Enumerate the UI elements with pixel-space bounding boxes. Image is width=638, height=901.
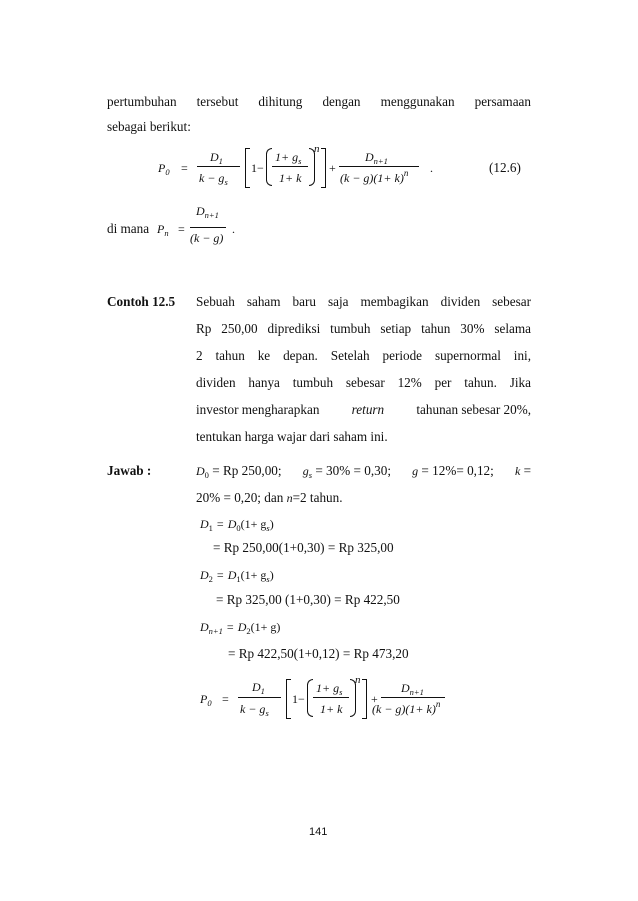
repeat-inner-bar bbox=[313, 697, 349, 698]
repeat-inner-denominator: 1+ k bbox=[320, 702, 343, 716]
jawab-g: g = 12%= 0,12; bbox=[412, 463, 494, 478]
inner-numerator: $1+ g_s$ bbox=[275, 150, 302, 166]
jawab-d0: $D_0 = Rp$ 250,00; bbox=[196, 463, 282, 480]
repeat-inner-numerator: $1+ g_s$ bbox=[316, 681, 343, 697]
jawab-line-2: 20% = 0,20; dan n=2 tahun. bbox=[196, 490, 343, 505]
repeat-left-bracket bbox=[286, 679, 291, 719]
dimana-numerator: $D_{n+1}$ bbox=[196, 204, 219, 220]
frac2-numerator: $D_{n+1}$ bbox=[365, 150, 388, 166]
frac1-numerator: $D_1$ bbox=[210, 150, 223, 166]
repeat-left-paren bbox=[307, 679, 313, 717]
d2-formula: D2 = D1(1+ gs) bbox=[200, 568, 274, 584]
formula-lhs: $P_0$ bbox=[158, 161, 170, 177]
equation-number: (12.6) bbox=[489, 160, 521, 175]
repeat-lhs: $P_0$ bbox=[200, 692, 212, 708]
jawab-label: Jawab : bbox=[107, 463, 152, 478]
formula-end-dot: . bbox=[430, 161, 433, 175]
repeat-eq: = bbox=[222, 692, 229, 706]
repeat-exponent-n: n bbox=[355, 674, 361, 686]
one-minus: 1− bbox=[251, 161, 264, 175]
contoh-line-5-pre: investor mengharapkan bbox=[196, 402, 320, 417]
contoh-line-1: Sebuah saham baru saja membagikan dividen sebesar bbox=[196, 294, 531, 309]
contoh-line-3: 2 tahun ke depan. Setelah periode supernormal ini, bbox=[196, 348, 531, 363]
d2-result: = Rp 325,00 (1+0,30) = Rp 422,50 bbox=[216, 592, 400, 607]
exponent-n: n bbox=[314, 143, 320, 155]
repeat-one-minus: 1− bbox=[292, 692, 305, 706]
repeat-frac2-numerator: $D_{n+1}$ bbox=[401, 681, 424, 697]
frac1-denominator: $k - g_s$ bbox=[199, 171, 228, 187]
dn-result: = Rp 422,50(1+0,12) = Rp 473,20 bbox=[228, 646, 409, 661]
d1-result: = Rp 250,00(1+0,30) = Rp 325,00 bbox=[213, 540, 394, 555]
repeat-frac2-bar bbox=[381, 697, 445, 698]
formula-eq: = bbox=[181, 161, 188, 175]
repeat-plus: + bbox=[371, 692, 378, 706]
repeat-frac1-numerator: $D_1$ bbox=[252, 680, 265, 696]
contoh-label: Contoh 12.5 bbox=[107, 294, 176, 309]
intro-line-2: sebagai berikut: bbox=[107, 119, 191, 134]
jawab-gs: $g_s = 30\% = 0,30$; bbox=[302, 463, 391, 480]
dimana-eq: = bbox=[178, 222, 185, 236]
contoh-line-5-italic: return bbox=[351, 402, 385, 417]
dimana-denominator: (k − g) bbox=[190, 231, 224, 245]
repeat-frac2-denominator: $(k - g)(1+ k)^n$ bbox=[372, 699, 441, 716]
repeat-frac1-bar bbox=[238, 697, 281, 698]
dimana-label: di mana bbox=[107, 221, 150, 236]
dimana-lhs: $P_n$ bbox=[157, 222, 169, 238]
d1-formula: D1 = D0(1+ gs) bbox=[200, 517, 274, 533]
contoh-line-4: dividen hanya tumbuh sebesar 12% per tahun. Jika bbox=[196, 375, 531, 390]
dn-formula: Dn+1 = D2(1+ g) bbox=[200, 620, 281, 636]
dimana-dot: . bbox=[232, 222, 235, 236]
inner-denominator: 1+ k bbox=[279, 171, 302, 185]
repeat-frac1-denominator: $k - g_s$ bbox=[240, 702, 269, 718]
page-number: 141 bbox=[309, 826, 328, 838]
frac2-denominator: $(k - g)(1+ k)^n$ bbox=[340, 168, 409, 185]
formula-plus: + bbox=[329, 161, 336, 175]
contoh-line-6: tentukan harga wajar dari saham ini. bbox=[196, 429, 388, 444]
jawab-k: k = bbox=[514, 463, 531, 478]
intro-line-1: pertumbuhan tersebut dihitung dengan menggunakan persamaan bbox=[107, 94, 531, 109]
contoh-line-2: Rp 250,00 diprediksi tumbuh setiap tahun 30% selama bbox=[196, 321, 531, 336]
contoh-line-5-post: tahunan sebesar 20%, bbox=[416, 402, 531, 417]
repeat-right-bracket bbox=[362, 679, 367, 719]
